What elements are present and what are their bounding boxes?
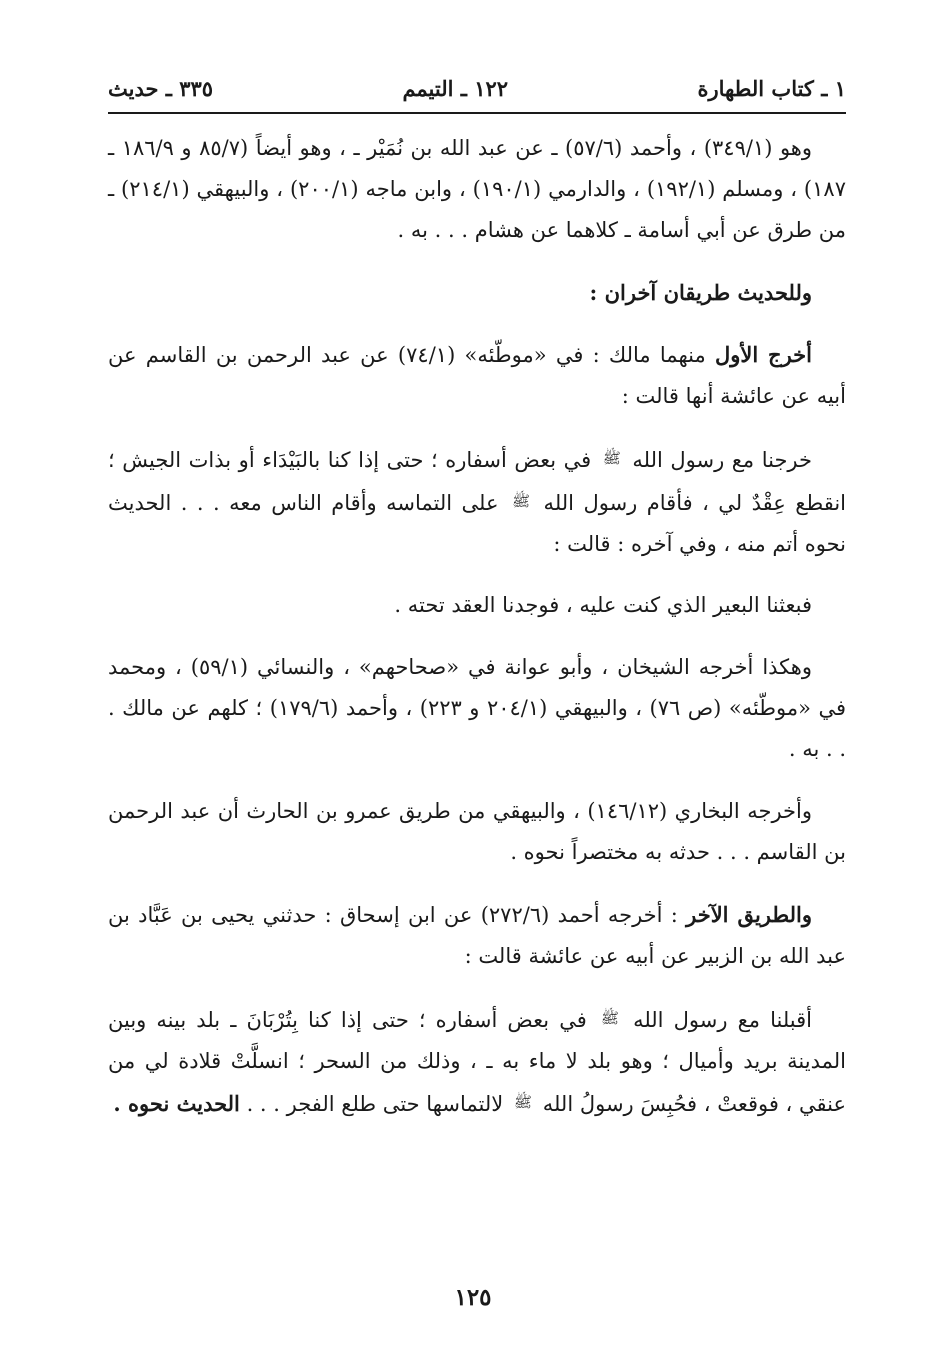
header-hadith-number: ٣٣٥ ـ حديث [108, 75, 214, 101]
salawat-glyph: ﷺ [511, 492, 531, 510]
paragraph-3-lead: أخرج الأول [714, 342, 812, 367]
paragraph-8 [108, 894, 846, 977]
paragraph-2: وللحديث طريقان آخران : [589, 280, 812, 305]
paragraph-4-text-c: على التماسه وأقام الناس معه . . . الحديث نحوه أتم منه ، وفي آخره : قالت : [108, 491, 846, 556]
paragraph-4-text-b: في بعض أسفاره ؛ حتى إذا كنا بالبَيْدَاء أو بذات الجيش ؛ انقطع عِقْدٌ لي ، فأقام رسول الله [108, 448, 846, 515]
header-divider [108, 112, 846, 114]
paragraph-1: وهو (٣٤٩/١) ، وأحمد (٥٧/٦) ـ عن عبد الله بن نُمَيْر ـ ، وهو أيضاً (٨٥/٧ و ١٨٦/٩ ـ ١٨٧) ، ومسلم (١٩٢/١) ، والدارمي (١٩٠/١) ، وابن ماجه (٢٠٠/١) ، والبيهقي (٢١٤/١) ـ من طرق عن أبي أسامة ـ كلاهما عن هشام . . . به . [108, 136, 846, 242]
paragraph-4 [108, 438, 846, 565]
paragraph-8-text: : أخرجه أحمد (٢٧٢/٦) عن ابن إسحاق : حدثني يحيى بن عَبَّاد بن عبد الله بن الزبير عن أبيه عن عائشة قالت : [108, 903, 846, 968]
paragraph-9-text-a: أقبلنا مع رسول الله [622, 1008, 812, 1032]
salawat-glyph: ﷺ [602, 449, 621, 467]
paragraph-9 [108, 998, 846, 1125]
salawat-glyph: ﷺ [513, 1093, 533, 1111]
page-number: ١٢٥ [454, 1284, 492, 1311]
header-chapter: ١٢٢ ـ التيمم [402, 75, 509, 101]
paragraph-9-text-b: في بعض أسفاره ؛ حتى إذا كنا بِتُرْبَانَ ـ بلد بينه وبين المدينة بريد وأميال ؛ وهو بلد لا ماء به ـ ، وذلك من السحر ؛ انسلَّتْ قلادة لي من عنقي ، فوقعتْ ، فحُبِسَ رسولُ الله [108, 1008, 846, 1116]
paragraph-7: وأخرجه البخاري (١٤٦/١٢) ، والبيهقي من طريق عمرو بن الحارث أن عبد الرحمن بن القاسم . . . حدثه به مختصراً نحوه . [108, 799, 846, 864]
running-header [108, 68, 846, 108]
paragraph-5: فبعثنا البعير الذي كنت عليه ، فوجدنا العقد تحته . [394, 593, 812, 617]
header-book-title: ١ ـ كتاب الطهارة [697, 75, 846, 101]
page-body [108, 128, 846, 1125]
paragraph-3-text: منهما مالك : في «موطّئه» (٧٤/١) عن عبد الرحمن بن القاسم عن أبيه عن عائشة أنها قالت : [108, 343, 846, 408]
paragraph-4-text-a: خرجنا مع رسول الله [624, 448, 813, 472]
paragraph-6: وهكذا أخرجه الشيخان ، وأبو عوانة في «صحاحهم» ، والنسائي (٥٩/١) ، ومحمد في «موطّئه» (ص ٧٦) ، والبيهقي (٢٠٤/١ و ٢٢٣) ، وأحمد (١٧٩/٦) ؛ كلهم عن مالك . . . به . [108, 655, 846, 761]
salawat-glyph: ﷺ [600, 1009, 619, 1027]
paragraph-8-lead: والطريق الآخر [686, 902, 812, 927]
paragraph-9-end: الحديث نحوه . [113, 1091, 240, 1116]
paragraph-9-text-c: لالتماسها حتى طلع الفجر . . . [239, 1092, 510, 1116]
paragraph-3 [108, 334, 846, 417]
